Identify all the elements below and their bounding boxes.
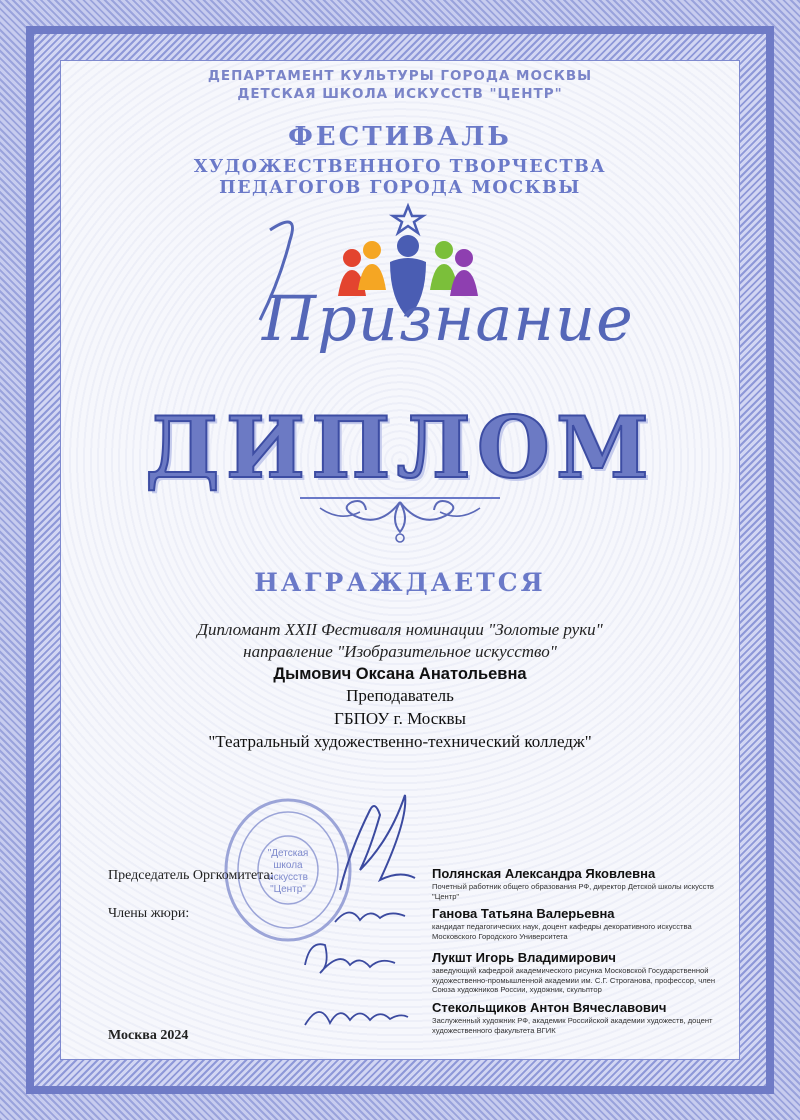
recipient-name: Дымович Оксана Анатольевна — [273, 665, 527, 683]
ornament-divider-icon — [300, 488, 500, 548]
signatory-name-4: Стекольщиков Антон Вячеславович — [432, 1000, 667, 1015]
signatory-desc-3: заведующий кафедрой академического рисунка Московской Государственной художественно-промышленной академии им. С.Г. Строганова, профессор, член Союза художников России, художник, скульптор — [432, 966, 716, 994]
signatory-name-1: Полянская Александра Яковлевна — [432, 866, 656, 881]
signatory-name-3: Лукшт Игорь Владимирович — [432, 950, 616, 965]
festival-title: ФЕСТИВАЛЬ — [288, 122, 512, 152]
department-name: ДЕПАРТАМЕНТ КУЛЬТУРЫ ГОРОДА МОСКВЫ — [207, 68, 593, 84]
signatory-desc-4: Заслуженный художник РФ, академик Российской академии художеств, доцент художественного факультета ВГИК — [432, 1016, 713, 1035]
signatory-desc-2: кандидат педагогических наук, доцент кафедры декоративного искусства Московского Городского Университета — [432, 922, 692, 941]
city-year: Москва 2024 — [108, 1028, 189, 1043]
jury-signature-1 — [330, 900, 410, 930]
stamp-text-4: "Центр" — [270, 884, 306, 895]
jury-signature-3 — [300, 995, 410, 1035]
festival-subtitle-1: ХУДОЖЕСТВЕННОГО ТВОРЧЕСТВА — [193, 157, 607, 177]
signatory-name-2: Ганова Татьяна Валерьевна — [432, 906, 615, 921]
chair-signature — [320, 790, 420, 900]
jury-signature-2 — [300, 935, 400, 980]
direction-line: направление "Изобразительное искусство" — [243, 642, 557, 661]
signatory-desc-1: Почетный работник общего образования РФ, директор Детской школы искусств "Центр" — [432, 882, 714, 901]
jury-role-label: Члены жюри: — [108, 906, 190, 921]
festival-logo-word: Признание — [262, 282, 634, 355]
recipient-org-1: ГБПОУ г. Москвы — [334, 709, 466, 728]
stamp-text-1: "Детская — [267, 848, 309, 859]
festival-subtitle-2: ПЕДАГОГОВ ГОРОДА МОСКВЫ — [219, 178, 581, 198]
recipient-org-2: "Театральный художественно-технический колледж" — [208, 732, 592, 751]
nomination-line: Дипломант XXII Фестиваля номинации "Золотые руки" — [197, 620, 603, 639]
school-name: ДЕТСКАЯ ШКОЛА ИСКУССТВ "ЦЕНТР" — [237, 86, 563, 102]
awarded-heading: НАГРАЖДАЕТСЯ — [254, 568, 546, 597]
diploma-title: ДИПЛОМ — [145, 398, 655, 497]
stamp-text-2: школа — [273, 860, 303, 871]
recipient-position: Преподаватель — [346, 686, 454, 705]
stamp-text-3: искусств — [268, 872, 308, 883]
chair-role-label: Председатель Оргкомитета: — [108, 868, 274, 883]
